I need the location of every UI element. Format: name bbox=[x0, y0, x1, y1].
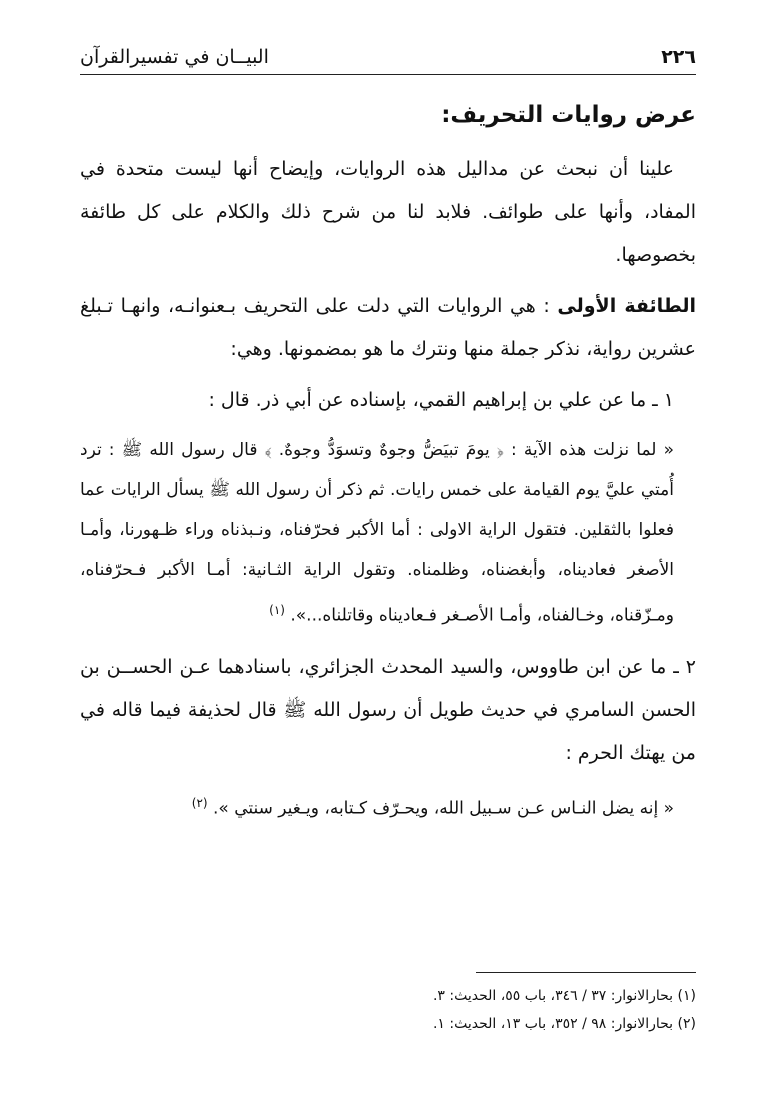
section-heading: عرض روايات التحريف: bbox=[441, 102, 696, 128]
footnote-ref-1: (١) bbox=[269, 603, 285, 617]
narration-one-intro: ١ ـ ما عن علي بن إبراهيم القمي، بإسناده عن أبي ذر. قال : bbox=[208, 389, 674, 411]
group-one-lead: الطائفة الأولى bbox=[557, 295, 696, 317]
page-body bbox=[80, 92, 696, 838]
page-header bbox=[80, 40, 696, 75]
intro-paragraph: علينا أن نبحث عن مداليل هذه الروايات، وإيضاح أنها ليست متحدة في المفاد، وأنها على طوائف. فلابد لنا من شرح ذلك والكلام على كل طائفة بخصوصها. bbox=[80, 158, 696, 266]
footnotes bbox=[80, 982, 696, 1038]
narration-two-intro: ٢ ـ ما عن ابن طاووس، والسيد المحدث الجزائري، باسنادهما عـن الحســن بن الحسن السامري في حديث طويل أن رسول الله ﷺ قال لحذيفة فيما قاله في من يهتك الحرم : bbox=[80, 655, 696, 764]
footnote-ref-2: (٢) bbox=[191, 795, 208, 810]
footnote-2: (٢) بحارالانوار: ٩٨ / ٣٥٢، باب ١٣، الحديث: ١. bbox=[432, 1016, 696, 1032]
narration-one-quote bbox=[80, 430, 696, 636]
narration-one-text: « لما نزلت هذه الآية : ﴿ يومَ تبيَضُّ وجوهٌ وتسوَدُّ وجوهٌ. ﴾ قال رسول الله ﷺ : ترد أُمتي عليَّ يوم القيامة على خمس رايات. ثم ذكر أن رسول الله ﷺ يسأل الرايات عما فعلوا بالثقلين. فتقول الراية الاولى : أما الأكبر فحرّفناه، ونـبذناه وراء ظـهورنا، وأمـا الأصغر فعاديناه، وأبغضناه، وظلمناه. وتقول الراية الثـانية: أمـا الأكبر فـحرّفناه، ومـزّقناه، وخـالفناه، وأمـا الأصـغر فـعاديناه وقاتلناه...». bbox=[80, 440, 674, 626]
narration-two-text: « إنه يضل النـاس عـن سـبيل الله، ويحـرّف كـتابه، ويـغير سنتي ». bbox=[213, 798, 674, 819]
group-one-paragraph bbox=[80, 285, 696, 371]
footnote-1: (١) بحارالانوار: ٣٧ / ٣٤٦، باب ٥٥، الحديث: ٣. bbox=[432, 988, 696, 1004]
group-one-text: : هي الروايات التي دلت على التحريف بـعنوانـه، وانهـا تـبلغ عشرين رواية، نذكر جملة منها ونترك ما هو بمضمونها. وهي: bbox=[80, 295, 696, 360]
page-number: ٢٢٦ bbox=[661, 46, 696, 68]
narration-two-quote bbox=[80, 783, 696, 829]
book-title: البيــان في تفسيرالقرآن bbox=[80, 46, 269, 68]
footnote-divider bbox=[476, 972, 696, 973]
